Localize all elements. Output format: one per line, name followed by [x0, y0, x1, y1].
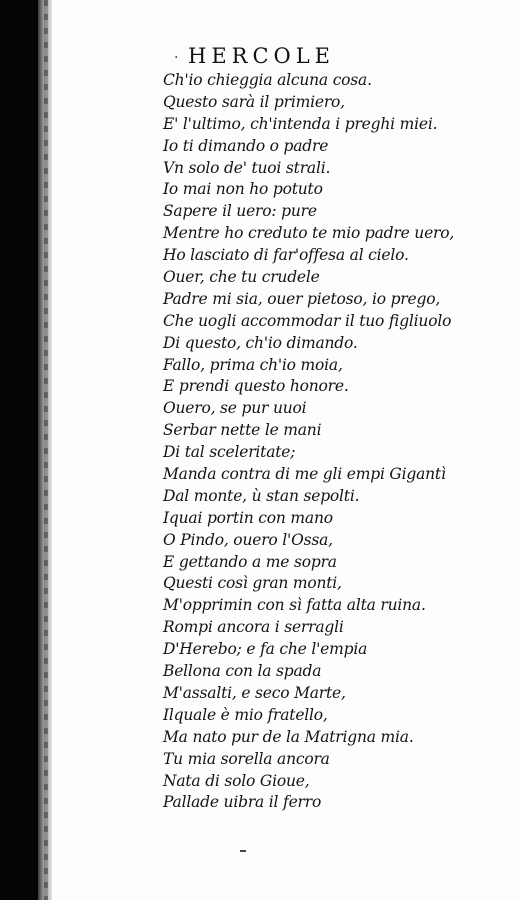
verse-line: Mentre ho creduto te mio padre uero,: [163, 224, 455, 243]
verse-line: Tu mia sorella ancora: [163, 749, 330, 768]
verse-line: Sapere il uero: pure: [163, 202, 317, 221]
verse-line: Ma nato pur de la Matrigna mia.: [163, 727, 414, 746]
binding-gutter: [0, 0, 38, 900]
verse-line: Pallade uibra il ferro: [163, 793, 322, 812]
verse-line: Ilquale è mio fratello,: [163, 705, 328, 724]
verse-line: Ho lasciato di far'offesa al cielo.: [163, 246, 409, 265]
page-edge-marks: [44, 0, 48, 900]
verse-line: Ch'io chieggia alcuna cosa.: [163, 71, 372, 89]
bottom-ink-mark: [240, 850, 246, 852]
verse-line: Questi così gran monti,: [163, 574, 342, 593]
verse-line: Io ti dimando o padre: [163, 136, 329, 155]
verse-line: Io mai non ho potuto: [163, 180, 323, 199]
verse-line: Di questo, ch'io dimando.: [163, 333, 358, 352]
verse-line: Bellona con la spada: [163, 662, 322, 681]
verse-line: Dal monte, ù stan sepolti.: [163, 486, 360, 505]
verse-line: M'assalti, e seco Marte,: [163, 683, 346, 702]
verse-line: Padre mi sia, ouer pietoso, io prego,: [163, 289, 441, 308]
verse-line: M'opprimin con sì fatta alta ruina.: [163, 596, 426, 615]
header-mark: ·: [174, 50, 179, 66]
verse-line: E' l'ultimo, ch'intenda i preghi miei.: [163, 114, 438, 133]
verse-line: Che uogli accommodar il tuo figliuolo: [163, 311, 452, 330]
verse-line: Nata di solo Gioue,: [163, 771, 310, 790]
verse-line: Ouero, se pur uuoi: [163, 399, 307, 418]
verse-line: Serbar nette le mani: [163, 421, 322, 440]
verse-line: Manda contra di me gli empi Gigantì: [163, 465, 446, 484]
verse-line: Ouer, che tu crudele: [163, 268, 320, 287]
verse-line: Vn solo de' tuoi strali.: [163, 158, 331, 177]
verse-line: Iquai portin con mano: [163, 508, 333, 527]
verse-line: Fallo, prima ch'io moia,: [163, 355, 343, 374]
verse-line: D'Herebo; e fa che l'empia: [163, 640, 368, 659]
verse-line: Di tal sceleritate;: [163, 443, 296, 462]
running-head: HERCOLE: [188, 44, 336, 68]
verse-text-block: [163, 70, 503, 814]
verse-line: E gettando a me sopra: [163, 552, 337, 571]
verse-line: E prendi questo honore.: [163, 377, 349, 396]
verse-line: Rompi ancora i serragli: [163, 618, 344, 637]
verse-line: Questo sarà il primiero,: [163, 92, 345, 111]
verse-line: O Pindo, ouero l'Ossa,: [163, 530, 333, 549]
